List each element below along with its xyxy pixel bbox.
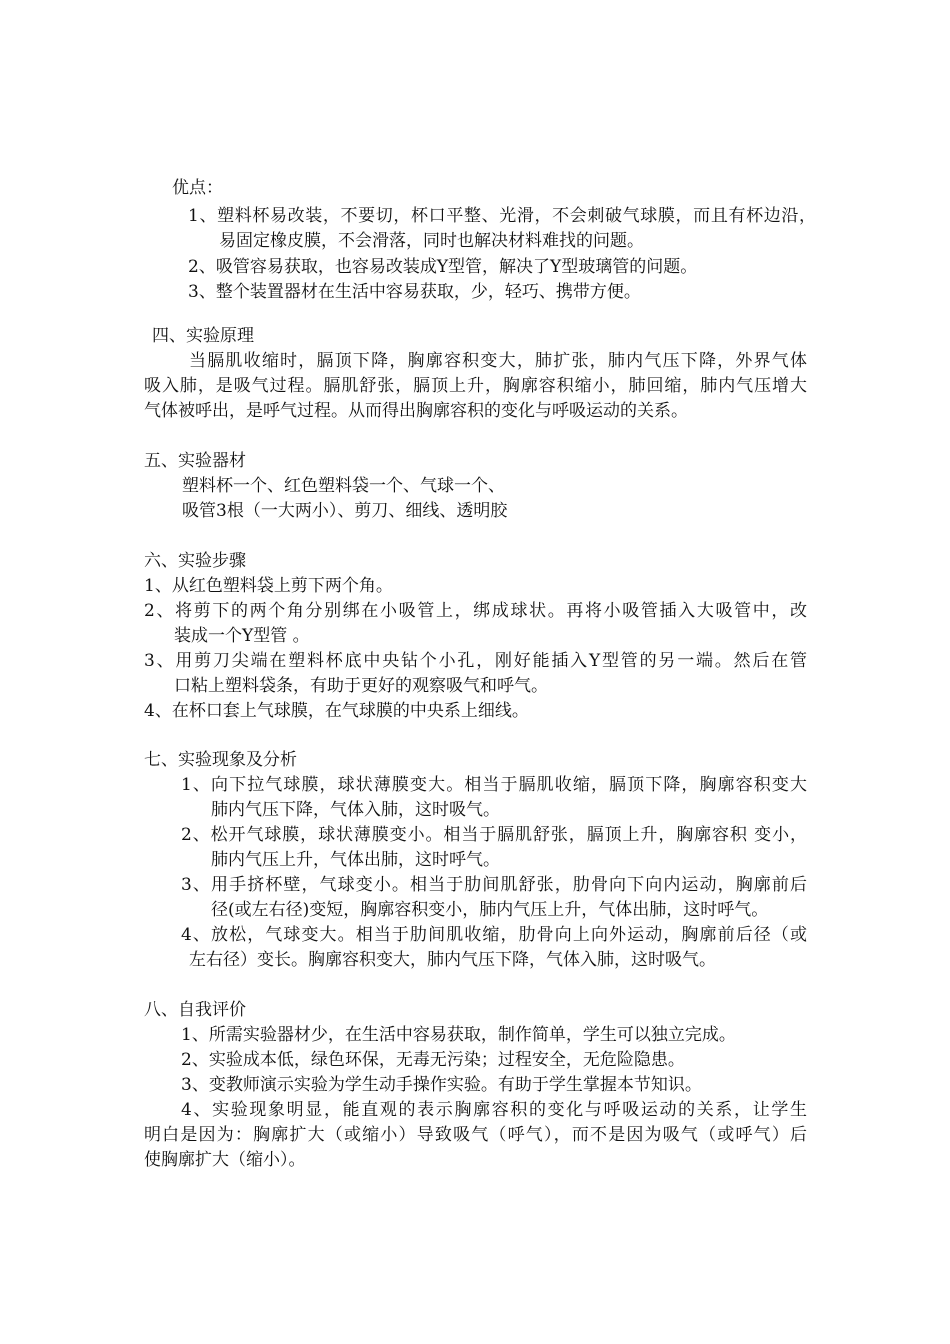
phenomenon-item-4-line-2: 左右径）变长。胸廓容积变大，肺内气压下降，气体入肺，这时吸气。 — [189, 950, 716, 970]
principle-heading: 四、实验原理 — [152, 326, 254, 346]
evaluation-item-4-line-3: 使胸廓扩大（缩小）。 — [144, 1150, 306, 1170]
advantage-item-3: 3、整个装置器材在生活中容易获取，少，轻巧、携带方便。 — [188, 282, 641, 302]
advantage-item-1-line-2: 易固定橡皮膜，不会滑落，同时也解决材料难找的问题。 — [219, 231, 644, 251]
principle-line-1: 当膈肌收缩时，膈顶下降，胸廓容积变大，肺扩张，肺内气压下降，外界气体 — [189, 351, 807, 371]
phenomenon-item-1-line-2: 肺内气压下降，气体入肺，这时吸气。 — [211, 800, 500, 820]
step-item-3-line-1: 3、用剪刀尖端在塑料杯底中央钻个小孔，刚好能插入Y型管的另一端。然后在管 — [144, 651, 807, 671]
phenomenon-item-4-line-1: 4、放松，气球变大。相当于肋间肌收缩，肋骨向上向外运动，胸廓前后径（或 — [181, 925, 807, 945]
advantage-item-1-line-1: 1、塑料杯易改装，不要切，杯口平整、光滑，不会刺破气球膜，而且有杯边沿， — [188, 206, 816, 226]
step-item-1: 1、从红色塑料袋上剪下两个角。 — [144, 576, 393, 596]
phenomenon-item-1-line-1: 1、向下拉气球膜，球状薄膜变大。相当于膈肌收缩，膈顶下降，胸廓容积变大 — [181, 775, 807, 795]
materials-line-1: 塑料杯一个、红色塑料袋一个、气球一个、 — [182, 476, 505, 496]
materials-heading: 五、实验器材 — [144, 451, 246, 471]
step-item-4: 4、在杯口套上气球膜，在气球膜的中央系上细线。 — [144, 701, 529, 721]
advantage-item-2: 2、吸管容易获取，也容易改装成Y型管，解决了Y型玻璃管的问题。 — [188, 257, 698, 277]
evaluation-item-2: 2、实验成本低，绿色环保，无毒无污染；过程安全，无危险隐患。 — [181, 1050, 685, 1070]
steps-heading: 六、实验步骤 — [144, 551, 246, 571]
principle-line-3: 气体被呼出，是呼气过程。从而得出胸廓容积的变化与呼吸运动的关系。 — [144, 401, 688, 421]
principle-line-2: 吸入肺，是吸气过程。膈肌舒张，膈顶上升，胸廓容积缩小，肺回缩，肺内气压增大 — [144, 376, 807, 396]
phenomenon-item-2-line-2: 肺内气压上升，气体出肺，这时呼气。 — [211, 850, 500, 870]
step-item-2-line-2: 装成一个Y型管 。 — [174, 626, 310, 646]
step-item-3-line-2: 口粘上塑料袋条，有助于更好的观察吸气和呼气。 — [174, 676, 548, 696]
evaluation-item-3: 3、变教师演示实验为学生动手操作实验。有助于学生掌握本节知识。 — [181, 1075, 702, 1095]
phenomenon-item-2-line-1: 2、松开气球膜，球状薄膜变小。相当于膈肌舒张，膈顶上升，胸廓容积 变小， — [181, 825, 807, 845]
evaluation-heading: 八、自我评价 — [144, 1000, 246, 1020]
phenomenon-item-3-line-2: 径(或左右径)变短，胸廓容积变小，肺内气压上升，气体出肺，这时呼气。 — [211, 900, 769, 920]
phenomenon-item-3-line-1: 3、用手挤杯壁，气球变小。相当于肋间肌舒张，肋骨向下向内运动，胸廓前后 — [181, 875, 807, 895]
evaluation-item-4-line-2: 明白是因为：胸廓扩大（或缩小）导致吸气（呼气），而不是因为吸气（或呼气）后 — [144, 1125, 807, 1145]
materials-line-2: 吸管3根（一大两小）、剪刀、细线、透明胶 — [182, 501, 508, 521]
evaluation-item-4-line-1: 4、实验现象明显，能直观的表示胸廓容积的变化与呼吸运动的关系，让学生 — [181, 1100, 807, 1120]
step-item-2-line-1: 2、将剪下的两个角分别绑在小吸管上，绑成球状。再将小吸管插入大吸管中，改 — [144, 601, 807, 621]
advantages-heading: 优点： — [172, 178, 223, 198]
phenomena-heading: 七、实验现象及分析 — [144, 750, 297, 770]
evaluation-item-1: 1、所需实验器材少，在生活中容易获取，制作简单，学生可以独立完成。 — [181, 1025, 736, 1045]
